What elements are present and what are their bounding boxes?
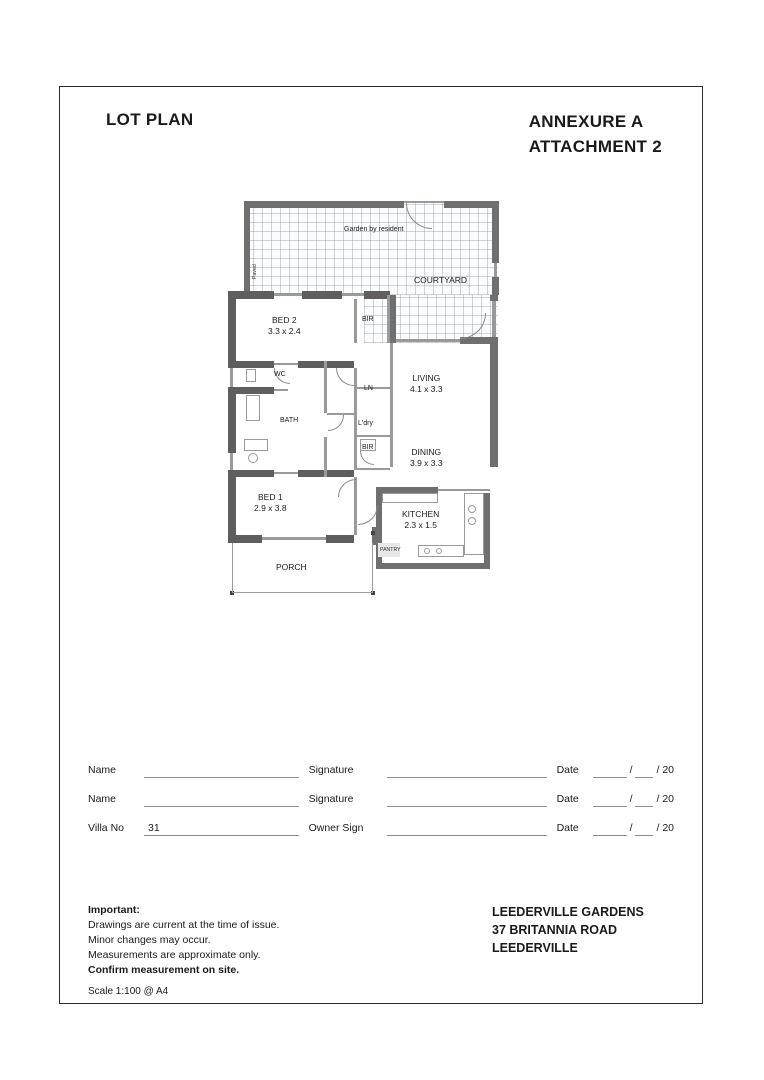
page-title: LOT PLAN [106,110,194,129]
signature-label: Signature [308,793,354,805]
villa-no-label: Villa No [88,822,124,834]
notice-line-4: Confirm measurement on site. [88,963,240,976]
wall-left-bed1 [228,475,236,539]
label-paved: Paved [252,264,258,279]
wall-wc-bottom-thin [274,389,288,391]
date-day-field[interactable] [593,763,627,778]
bath-tub [246,395,260,421]
date-month-field[interactable] [635,821,653,836]
wall-courtyard-right-lower [492,277,499,295]
kitchen-hotplate-2 [436,548,442,554]
floor-plan-drawing [228,187,548,707]
date-slash: / [629,793,633,805]
date-slash: / [629,764,633,776]
label-living-name: LIVING [412,373,441,383]
wall-kitchen-top-thin [438,489,490,491]
notice-line-2: Minor changes may occur. [88,933,211,946]
wall-bed1-bottom-left [228,535,262,543]
label-bed1-name: BED 1 [258,492,283,502]
annexure-line-1: ANNEXURE A [528,112,644,131]
date-year: / 20 [656,764,674,776]
date-year: / 20 [656,822,674,834]
window-living-right [492,301,496,337]
notice-line-3: Measurements are approximate only. [88,948,261,961]
wall-bath-right [324,361,327,413]
address-line-1: LEEDERVILLE GARDENS [492,905,644,919]
wall-bath-bottom [228,470,274,477]
label-bir-bottom: BIR [362,444,374,451]
attachment-line-2: ATTACHMENT 2 [528,136,662,156]
label-bir-top: BIR [362,316,374,323]
owner-sign-field[interactable] [387,821,547,836]
wall-courtyard-left [244,201,250,295]
signature-label: Signature [308,764,354,776]
wall-courtyard-right-gap [494,263,497,277]
wall-living-right [490,337,498,467]
wall-left-mid [228,391,236,453]
window-bed2-top [274,293,302,296]
wall-bath-right-2 [324,437,327,477]
door-entry [358,505,378,525]
name-field[interactable] [144,792,299,807]
signature-block [88,749,674,836]
label-kitchen-dims: 2.3 x 1.5 [404,520,437,531]
door-bed2 [336,368,354,386]
wall-bir-top-right [387,295,390,343]
wall-bir-bottom-divider [357,468,390,470]
wall-left-bed2 [228,291,236,365]
label-ldry: L'dry [358,420,373,427]
date-label: Date [556,764,579,776]
wall-kitchen-bottom [376,563,490,569]
date-label: Date [556,822,579,834]
signature-row [88,749,674,778]
label-kitchen-name: KITCHEN [402,509,440,519]
label-living-dims: 4.1 x 3.3 [410,384,443,395]
name-label: Name [88,764,117,776]
villa-row [88,807,674,836]
owner-sign-label: Owner Sign [308,822,364,834]
date-year: / 20 [656,793,674,805]
notice-line-1: Drawings are current at the time of issue. [88,918,280,931]
wall-bed1-bottom-right [326,535,354,543]
date-month-field[interactable] [635,763,653,778]
window-bed2-top-2 [342,293,364,296]
address-line-3: LEEDERVILLE [492,941,578,956]
bath-basin [248,453,258,463]
date-slash: / [629,822,633,834]
villa-no-value: 31 [148,822,160,834]
kitchen-sink-2 [468,517,476,525]
wall-bir-top-left [354,299,357,343]
address-line-2: 37 BRITANNIA ROAD [492,923,618,938]
label-bed1-dims: 2.9 x 3.8 [254,503,287,514]
porch-edge-left [232,543,233,593]
label-dining-name: DINING [411,447,442,457]
door-bed1 [338,479,356,497]
kitchen-sink-1 [468,505,476,513]
date-label: Date [556,793,579,805]
bath-vanity [244,439,268,451]
label-courtyard: COURTYARD [414,275,468,285]
window-bed1-bottom [262,537,326,540]
wall-ldry-divider [357,387,390,389]
label-bed2-name: BED 2 [272,315,297,325]
door-bath [328,415,344,431]
date-day-field[interactable] [593,821,627,836]
wall-kitchen-right [484,493,490,569]
property-address [492,903,644,957]
signature-field[interactable] [387,763,547,778]
label-living [410,373,443,396]
kitchen-bench-left [382,493,438,503]
wall-living-top [390,295,396,343]
wall-courtyard-right-upper [492,201,499,263]
date-day-field[interactable] [593,792,627,807]
label-pantry: PANTRY [380,547,401,553]
wc-pan [246,369,256,382]
wall-wc-top [228,361,274,368]
wall-ldry-left [354,368,357,470]
porch-edge-right [372,543,373,593]
label-dining [410,447,443,470]
wall-hall-right [390,343,393,467]
lot-plan-sheet [59,86,703,1004]
signature-field[interactable] [387,792,547,807]
label-bed1 [254,492,287,515]
label-bed2 [268,315,301,338]
name-label: Name [88,793,117,805]
wall-wc-bottom [228,387,274,394]
villa-no-field[interactable] [144,821,299,836]
label-porch: PORCH [276,562,307,572]
label-kitchen [402,509,439,532]
label-bed2-dims: 3.3 x 2.4 [268,326,301,337]
wall-courtyard-top [244,201,404,208]
porch-edge-bottom [232,592,372,593]
label-bath: BATH [280,417,299,424]
plan-dot-mid [371,531,375,535]
label-wc: WC [274,371,286,378]
label-dining-dims: 3.9 x 3.3 [410,458,443,469]
annexure-title [529,110,662,159]
date-month-field[interactable] [635,792,653,807]
name-field[interactable] [144,763,299,778]
wall-courtyard-top-right [444,201,499,208]
label-garden-note: Garden by resident [344,226,404,233]
window-living-north [396,339,460,342]
scale-note: Scale 1:100 @ A4 [88,986,169,997]
important-heading: Important: [88,904,140,916]
window-bath-bottom [274,472,298,474]
window-wc-top [274,363,298,365]
door-ldry [360,451,374,465]
wall-bed2-top-2 [302,291,342,299]
important-notice [88,903,279,978]
wall-ldry-divider-2 [357,435,390,437]
signature-row [88,778,674,807]
kitchen-hotplate-1 [424,548,430,554]
label-ln: LN [364,385,373,392]
